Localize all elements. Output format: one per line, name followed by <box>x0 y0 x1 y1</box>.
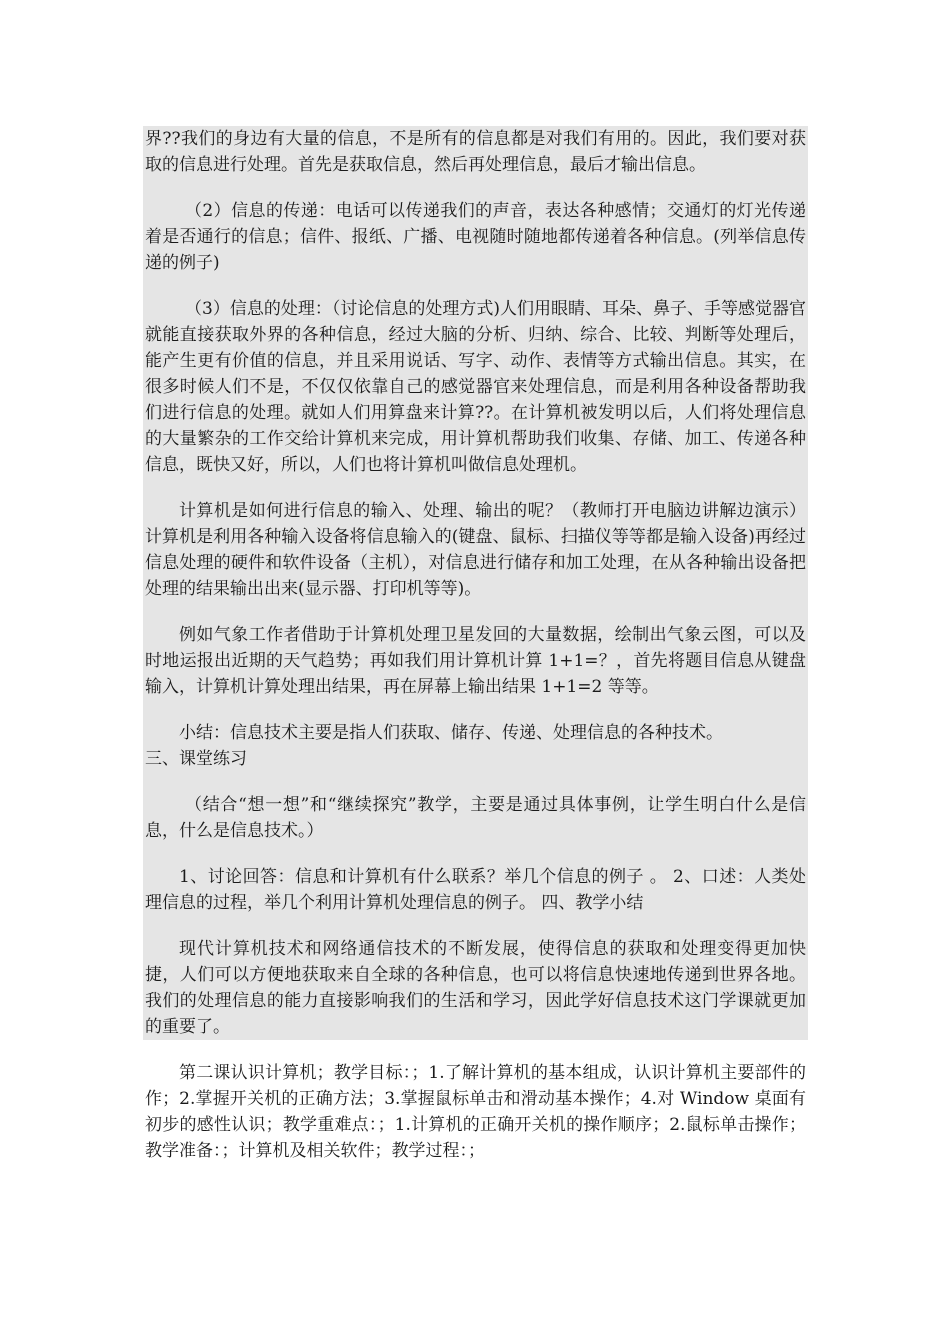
paragraph-3: （3）信息的处理：（讨论信息的处理方式)人们用眼睛、耳朵、鼻子、手等感觉器官就能直接获取外界的各种信息，经过大脑的分析、归纳、综合、比较、判断等处理后，能产生更有价值的信息，并且采用说话、写字、动作、表情等方式输出信息。其实，在很多时候人们不是，不仅仅依靠自己的感觉器官来处理信息，而是利用各种设备帮助我们进行信息的处理。就如人们用算盘来计算??。在计算机被发明以后，人们将处理信息的大量繁杂的工作交给计算机来完成，用计算机帮助我们收集、存储、加工、传递各种信息，既快又好，所以，人们也将计算机叫做信息处理机。 <box>145 299 806 475</box>
paragraph-summary: 小结：信息技术主要是指人们获取、储存、传递、处理信息的各种技术。 <box>179 723 723 743</box>
paragraph-8: 1、讨论回答：信息和计算机有什么联系？举几个信息的例子 。 2、口述：人类处理信息的过程，举几个利用计算机处理信息的例子。 四、教学小结 <box>145 867 806 913</box>
paragraph-lesson-two: 第二课认识计算机；教学目标：；1.了解计算机的基本组成，认识计算机主要部件的作；2.掌握开关机的正确方法；3.掌握鼠标单击和滑动基本操作；4.对 Window 桌面有初步的感性认识；教学重难点：；1.计算机的正确开关机的操作顺序；2.鼠标单击操作；教学准备：；计算机及相关软件；教学过程：； <box>145 1063 806 1161</box>
paragraph-5: 例如气象工作者借助于计算机处理卫星发回的大量数据，绘制出气象云图，可以及时地运报出近期的天气趋势；再如我们用计算机计算 1+1=？，首先将题目信息从键盘输入，计算机计算处理出结果，再在屏幕上输出结果 1+1=2 等等。 <box>145 625 806 697</box>
paragraph-2: （2）信息的传递：电话可以传递我们的声音，表达各种感情；交通灯的灯光传递着是否通行的信息；信件、报纸、广播、电视随时随地都传递着各种信息。(列举信息传递的例子) <box>145 201 806 273</box>
paragraph-4: 计算机是如何进行信息的输入、处理、输出的呢？（教师打开电脑边讲解边演示）计算机是利用各种输入设备将信息输入的(键盘、鼠标、扫描仪等等都是输入设备)再经过信息处理的硬件和软件设备（主机），对信息进行储存和加工处理，在从各种输出设备把处理的结果输出出来(显示器、打印机等等)。 <box>145 501 806 599</box>
highlighted-section <box>143 126 808 1040</box>
paragraph-1: 界??我们的身边有大量的信息，不是所有的信息都是对我们有用的。因此，我们要对获取的信息进行处理。首先是获取信息，然后再处理信息，最后才输出信息。 <box>145 129 806 175</box>
document-page <box>143 126 808 1164</box>
paragraph-7: （结合“想一想”和“继续探究”教学，主要是通过具体事例，让学生明白什么是信息，什么是信息技术。） <box>145 795 806 841</box>
paragraph-9: 现代计算机技术和网络通信技术的不断发展，使得信息的获取和处理变得更加快捷，人们可以方便地获取来自全球的各种信息，也可以将信息快速地传递到世界各地。我们的处理信息的能力直接影响我们的生活和学习，因此学好信息技术这门学课就更加的重要了。 <box>145 939 806 1037</box>
section-heading-exercise: 三、课堂练习 <box>145 749 247 769</box>
